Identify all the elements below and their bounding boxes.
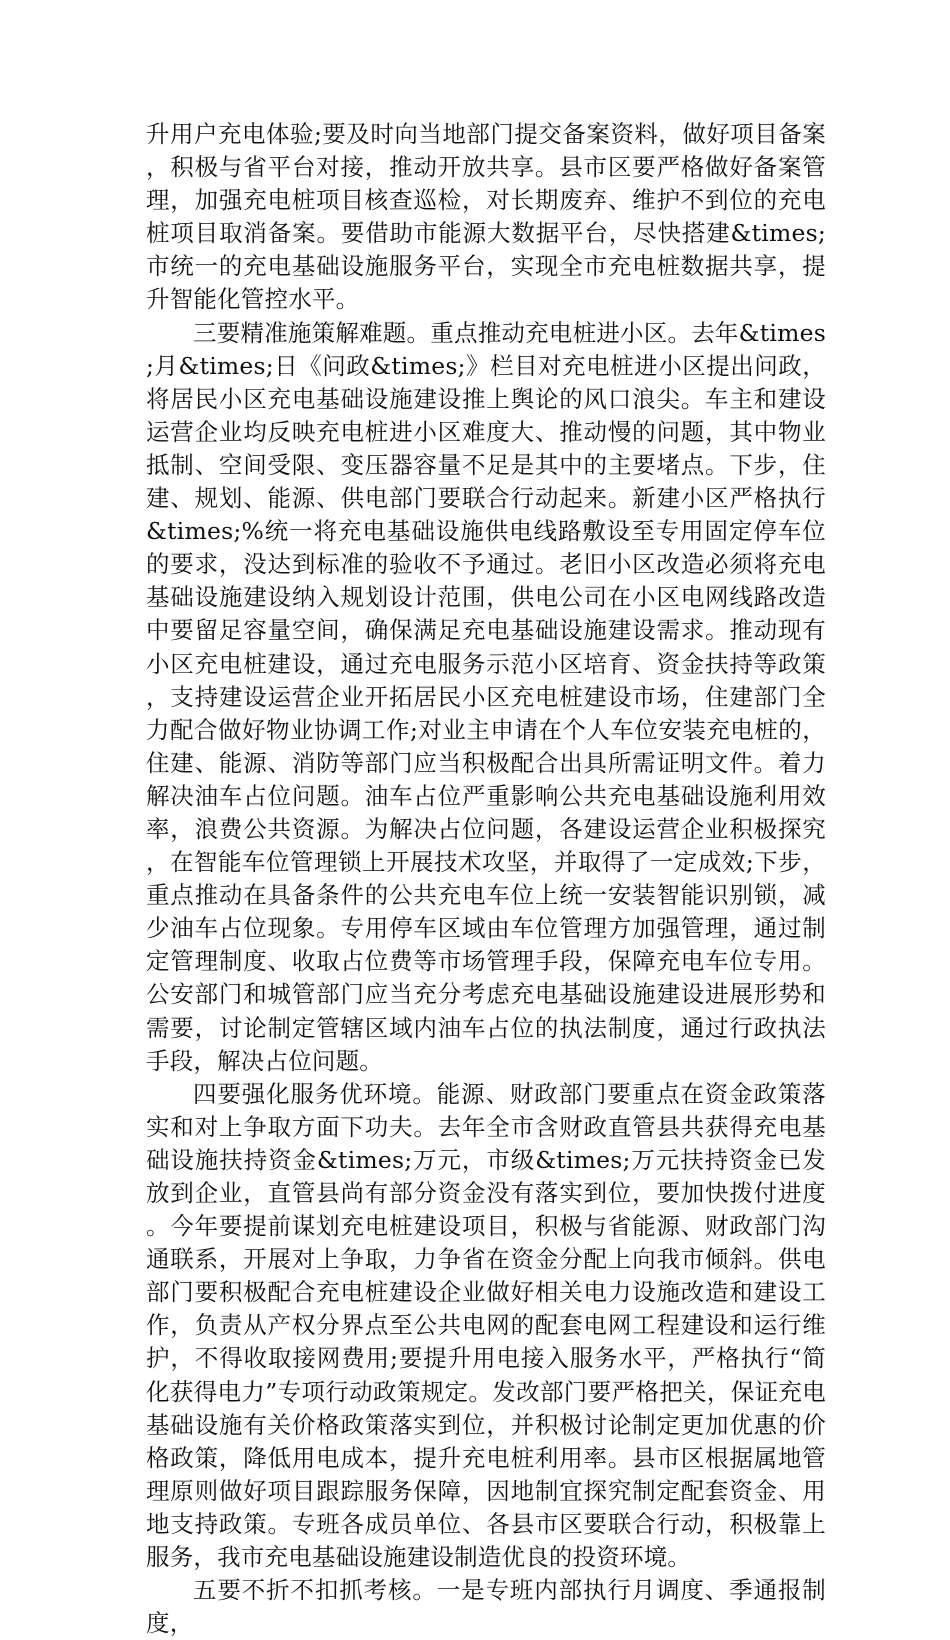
paragraph-third-measure: 三要精准施策解难题。重点推动充电桩进小区。去年&times;月&times;日《问政&times;》栏目对充电桩进小区提出问政，将居民小区充电基础设施建设推上舆论的风口浪尖。车主和建设运营企业均反映充电桩进小区难度大、推动慢的问题，其中物业抵制、空间受限、变压器容量不足是其中的主要堵点。下步，住建、规划、能源、供电部门要联合行动起来。新建小区严格执行&times;%统一将充电基础设施供电线路敷设至专用固定停车位的要求，没达到标准的验收不予通过。老旧小区改造必须将充电基础设施建设纳入规划设计范围，供电公司在小区电网线路改造中要留足容量空间，确保满足充电基础设施建设需求。推动现有小区充电桩建设，通过充电服务示范小区培育、资金扶持等政策，支持建设运营企业开拓居民小区充电桩建设市场，住建部门全力配合做好物业协调工作;对业主申请在个人车位安装充电桩的，住建、能源、消防等部门应当积极配合出具所需证明文件。着力解决油车占位问题。油车占位严重影响公共充电基础设施利用效率，浪费公共资源。为解决占位问题，各建设运营企业积极探究，在智能车位管理锁上开展技术攻坚，并取得了一定成效;下步，重点推动在具备条件的公共充电车位上统一安装智能识别锁，减少油车占位现象。专用停车区域由车位管理方加强管理，通过制定管理制度、收取占位费等市场管理手段，保障充电车位专用。公安部门和城管部门应当充分考虑充电基础设施建设进展形势和需要，讨论制定管辖区域内油车占位的执法制度，通过行政执法手段，解决占位问题。 <box>146 318 826 1075</box>
document-page <box>146 118 826 1640</box>
paragraph-fourth-measure: 四要强化服务优环境。能源、财政部门要重点在资金政策落实和对上争取方面下功夫。去年全市含财政直管县共获得充电基础设施扶持资金&times;万元，市级&times;万元扶持资金已发放到企业，直管县尚有部分资金没有落实到位，要加快拨付进度。今年要提前谋划充电桩建设项目，积极与省能源、财政部门沟通联系，开展对上争取，力争省在资金分配上向我市倾斜。供电部门要积极配合充电桩建设企业做好相关电力设施改造和建设工作，负责从产权分界点至公共电网的配套电网工程建设和运行维护，不得收取接网费用;要提升用电接入服务水平，严格执行“简化获得电力”专项行动政策规定。发改部门要严格把关，保证充电基础设施有关价格政策落实到位，并积极讨论制定更加优惠的价格政策，降低用电成本，提升充电桩利用率。县市区根据属地管理原则做好项目跟踪服务保障，因地制宜探究制定配套资金、用地支持政策。专班各成员单位、各县市区要联合行动，积极靠上服务，我市充电基础设施建设制造优良的投资环境。 <box>146 1079 826 1572</box>
paragraph-fifth-measure: 五要不折不扣抓考核。一是专班内部执行月调度、季通报制度， <box>146 1576 826 1638</box>
paragraph-continuation: 升用户充电体验;要及时向当地部门提交备案资料，做好项目备案，积极与省平台对接，推动开放共享。县市区要严格做好备案管理，加强充电桩项目核查巡检，对长期废弃、维护不到位的充电桩项目取消备案。要借助市能源大数据平台，尽快搭建&times;市统一的充电基础设施服务平台，实现全市充电桩数据共享，提升智能化管控水平。 <box>146 120 826 314</box>
